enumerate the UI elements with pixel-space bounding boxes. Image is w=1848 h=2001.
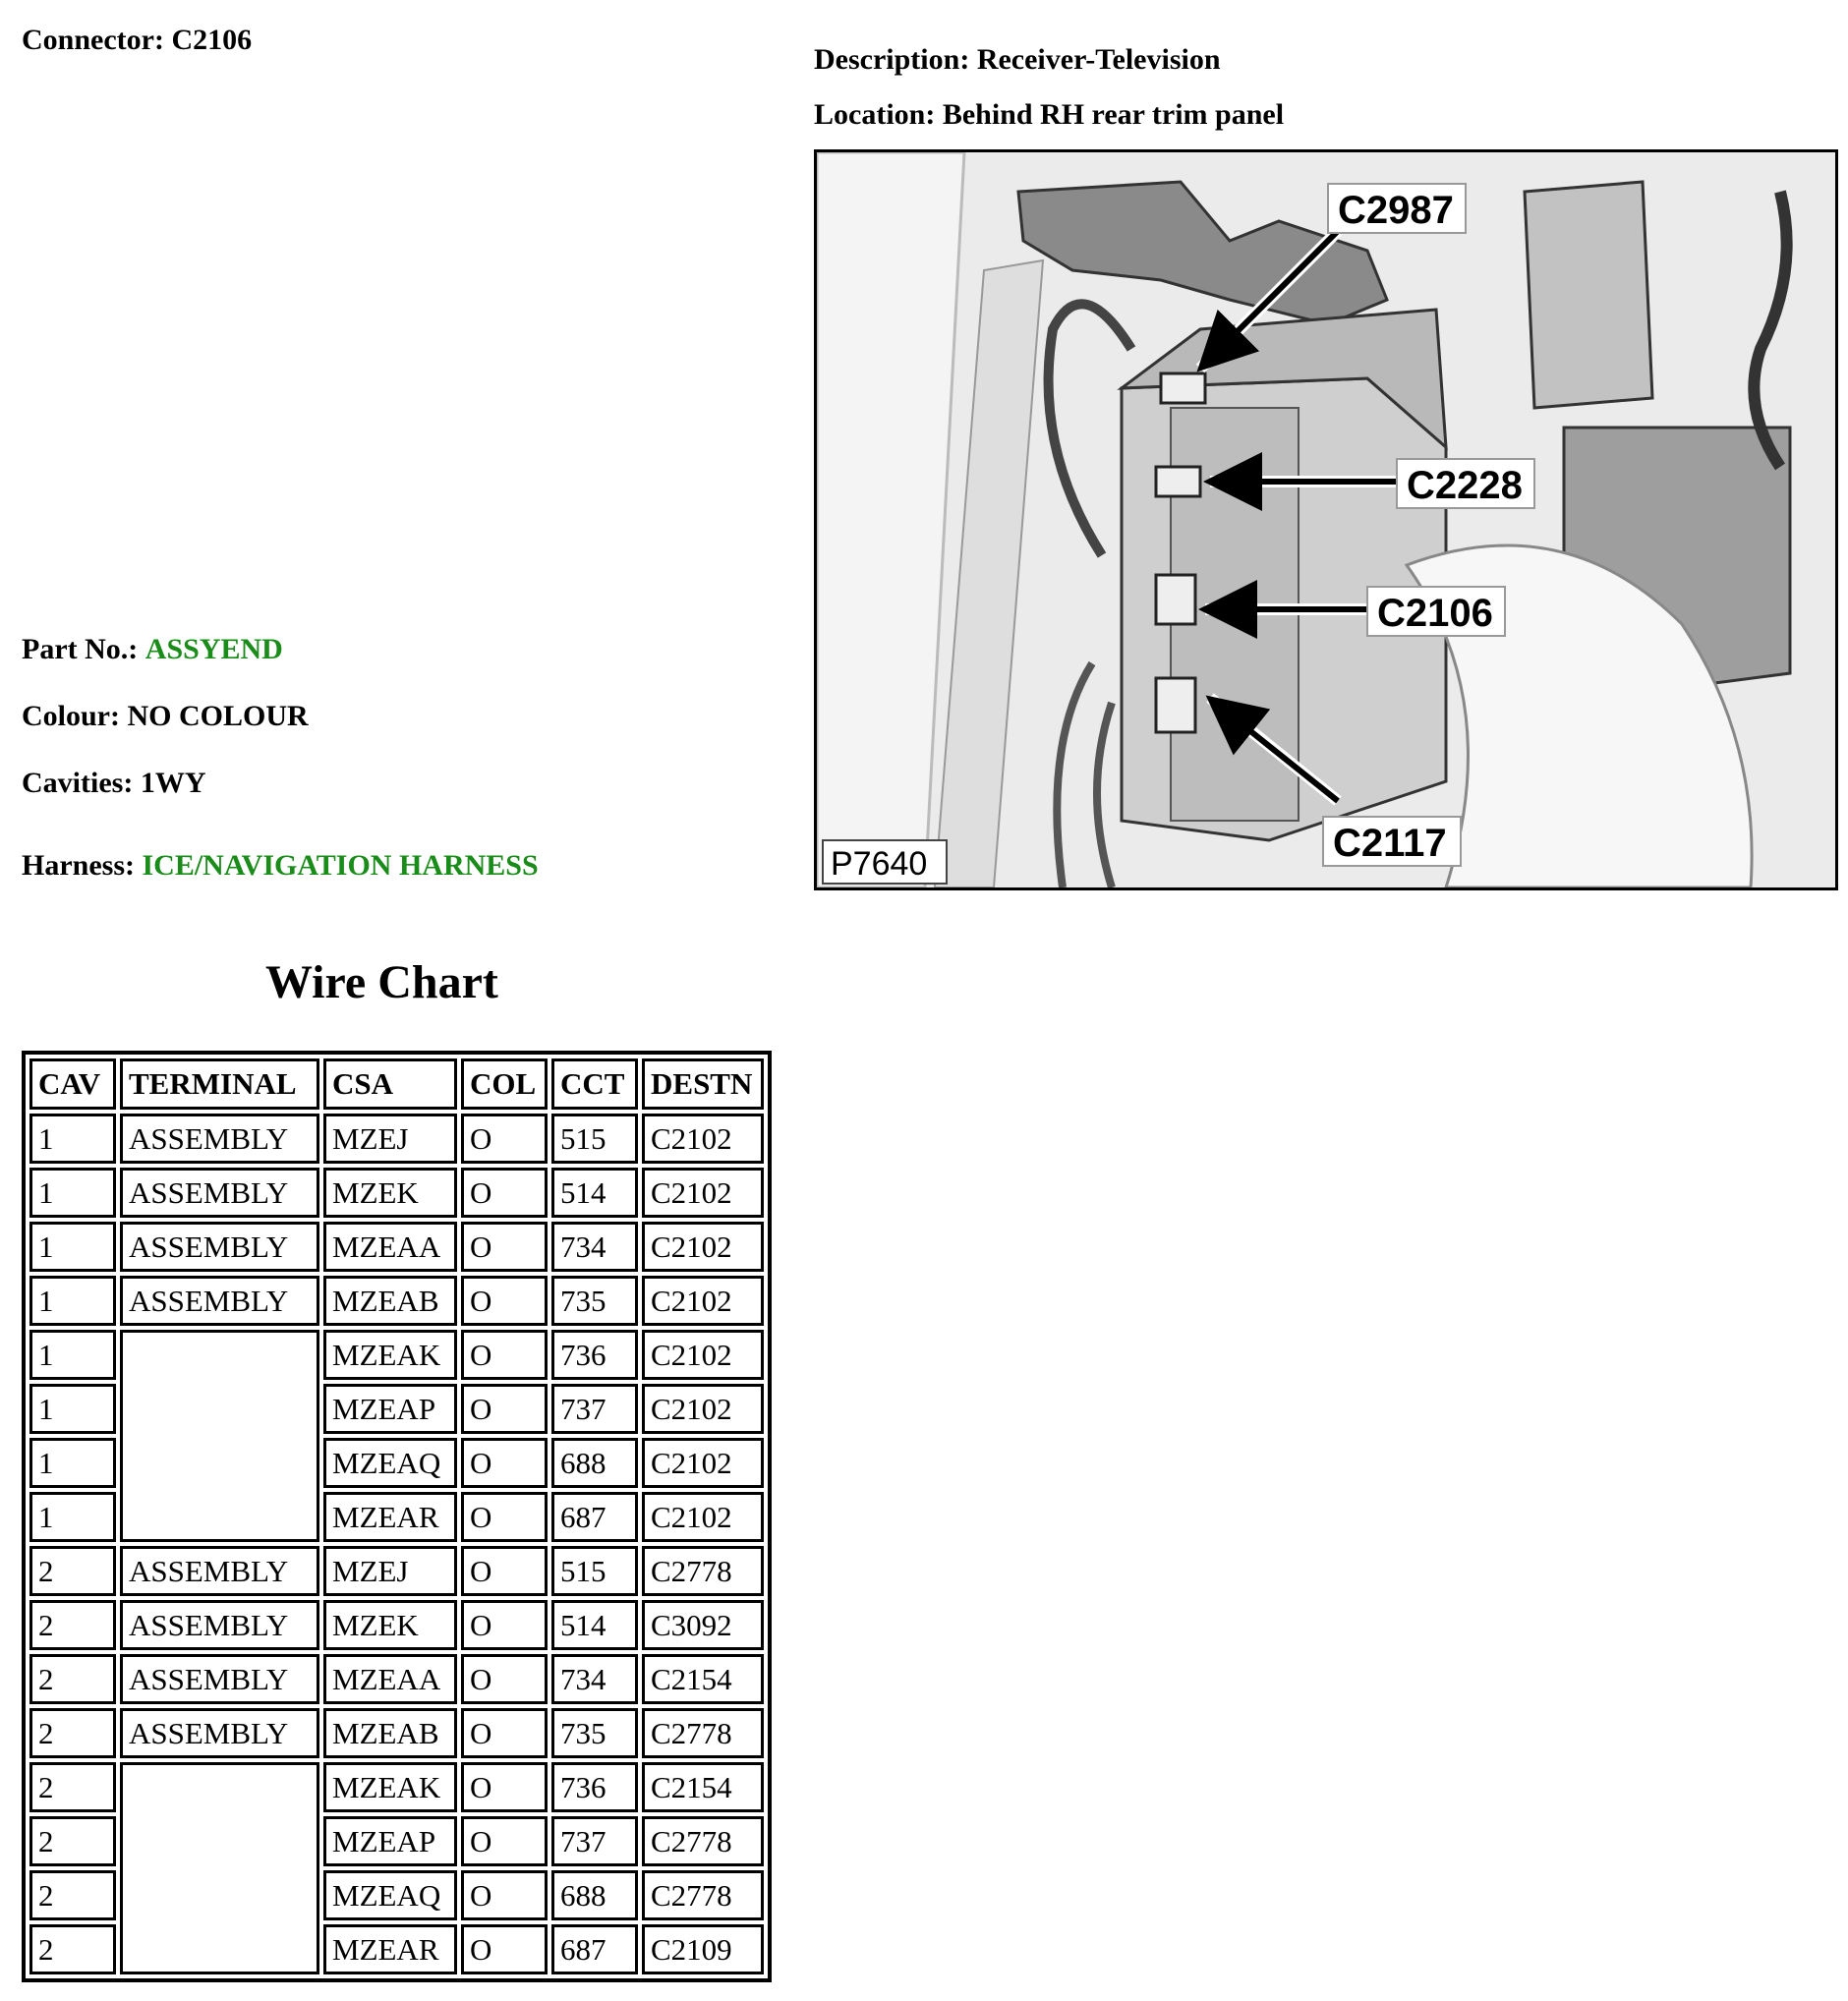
cell-cav: 2 bbox=[29, 1762, 116, 1812]
cell-cav: 1 bbox=[29, 1114, 116, 1164]
cell-csa: MZEJ bbox=[323, 1114, 457, 1164]
cell-cct: 514 bbox=[551, 1168, 638, 1218]
cell-destn: C2778 bbox=[642, 1870, 764, 1920]
connector-c2228 bbox=[1156, 467, 1200, 496]
cell-cav: 1 bbox=[29, 1276, 116, 1326]
cell-destn: C2102 bbox=[642, 1330, 764, 1380]
cell-cct: 734 bbox=[551, 1654, 638, 1704]
connector-label: Connector: bbox=[22, 24, 164, 56]
cell-cav: 1 bbox=[29, 1330, 116, 1380]
table-body bbox=[29, 1114, 764, 1974]
cell-col: O bbox=[461, 1708, 548, 1758]
cell-csa: MZEAA bbox=[323, 1654, 457, 1704]
cell-csa: MZEAP bbox=[323, 1816, 457, 1866]
table-row bbox=[29, 1708, 764, 1758]
cell-terminal: ASSEMBLY bbox=[120, 1654, 319, 1704]
cell-col: O bbox=[461, 1924, 548, 1974]
callout-c2106: C2106 bbox=[1377, 592, 1493, 635]
upper-module bbox=[1525, 182, 1652, 408]
cell-col: O bbox=[461, 1168, 548, 1218]
cell-cav: 1 bbox=[29, 1438, 116, 1488]
callout-c2228: C2228 bbox=[1407, 464, 1523, 507]
cell-cct: 735 bbox=[551, 1708, 638, 1758]
cell-destn: C2102 bbox=[642, 1276, 764, 1326]
colour-label: Colour: bbox=[22, 700, 120, 732]
colour-field bbox=[22, 700, 309, 733]
harness-field bbox=[22, 849, 539, 883]
cell-csa: MZEAQ bbox=[323, 1870, 457, 1920]
connector-c2106 bbox=[1156, 575, 1195, 624]
cell-col: O bbox=[461, 1600, 548, 1650]
part-no-label: Part No.: bbox=[22, 633, 139, 665]
cell-cav: 2 bbox=[29, 1546, 116, 1596]
table-row bbox=[29, 1600, 764, 1650]
cell-terminal-blank bbox=[120, 1330, 319, 1542]
header-destn: DESTN bbox=[642, 1058, 764, 1110]
cavities-field bbox=[22, 767, 205, 800]
cell-cav: 1 bbox=[29, 1384, 116, 1434]
cell-csa: MZEAK bbox=[323, 1330, 457, 1380]
cell-col: O bbox=[461, 1222, 548, 1272]
cell-cav: 2 bbox=[29, 1654, 116, 1704]
cell-cct: 687 bbox=[551, 1492, 638, 1542]
connector-c2117 bbox=[1156, 678, 1195, 732]
cell-destn: C2102 bbox=[642, 1222, 764, 1272]
cell-cct: 515 bbox=[551, 1546, 638, 1596]
connector-location-photo bbox=[814, 149, 1838, 890]
cell-col: O bbox=[461, 1816, 548, 1866]
cell-cct: 737 bbox=[551, 1816, 638, 1866]
cell-cav: 1 bbox=[29, 1168, 116, 1218]
cell-terminal-blank bbox=[120, 1762, 319, 1974]
cell-cct: 737 bbox=[551, 1384, 638, 1434]
cell-col: O bbox=[461, 1114, 548, 1164]
cavities-value: 1WY bbox=[140, 767, 206, 799]
cell-destn: C2102 bbox=[642, 1114, 764, 1164]
cell-destn: C2102 bbox=[642, 1492, 764, 1542]
cell-cct: 688 bbox=[551, 1438, 638, 1488]
cell-destn: C2102 bbox=[642, 1384, 764, 1434]
harness-value: ICE/NAVIGATION HARNESS bbox=[142, 849, 539, 882]
cell-csa: MZEJ bbox=[323, 1546, 457, 1596]
cell-cav: 1 bbox=[29, 1222, 116, 1272]
cell-cct: 688 bbox=[551, 1870, 638, 1920]
cavities-label: Cavities: bbox=[22, 767, 134, 799]
cell-destn: C2154 bbox=[642, 1762, 764, 1812]
cell-csa: MZEK bbox=[323, 1168, 457, 1218]
cell-cct: 514 bbox=[551, 1600, 638, 1650]
cell-col: O bbox=[461, 1438, 548, 1488]
cell-destn: C2102 bbox=[642, 1168, 764, 1218]
description-value: Receiver-Television bbox=[976, 43, 1221, 76]
photo-illustration bbox=[817, 152, 1835, 887]
table-row bbox=[29, 1168, 764, 1218]
cell-destn: C2154 bbox=[642, 1654, 764, 1704]
cell-terminal: ASSEMBLY bbox=[120, 1708, 319, 1758]
wire-chart-title: Wire Chart bbox=[265, 956, 498, 1008]
header-col: COL bbox=[461, 1058, 548, 1110]
callout-c2987: C2987 bbox=[1338, 189, 1454, 232]
cell-csa: MZEK bbox=[323, 1600, 457, 1650]
location-field bbox=[814, 98, 1284, 132]
cell-destn: C2778 bbox=[642, 1546, 764, 1596]
table-header-row bbox=[29, 1058, 764, 1110]
cell-destn: C2102 bbox=[642, 1438, 764, 1488]
connector-value: C2106 bbox=[171, 24, 253, 56]
cell-cav: 2 bbox=[29, 1870, 116, 1920]
table-row bbox=[29, 1222, 764, 1272]
description-label: Description: bbox=[814, 43, 970, 76]
cell-cav: 1 bbox=[29, 1492, 116, 1542]
table-row bbox=[29, 1654, 764, 1704]
table-row bbox=[29, 1762, 764, 1812]
cell-destn: C2778 bbox=[642, 1816, 764, 1866]
cell-destn: C2778 bbox=[642, 1708, 764, 1758]
connector-field bbox=[22, 24, 252, 57]
cell-csa: MZEAR bbox=[323, 1924, 457, 1974]
connector-c2987 bbox=[1161, 373, 1205, 403]
cell-terminal: ASSEMBLY bbox=[120, 1546, 319, 1596]
cell-csa: MZEAB bbox=[323, 1708, 457, 1758]
cell-csa: MZEAA bbox=[323, 1222, 457, 1272]
table-row bbox=[29, 1546, 764, 1596]
table-row bbox=[29, 1330, 764, 1380]
cell-cav: 2 bbox=[29, 1708, 116, 1758]
cell-destn: C3092 bbox=[642, 1600, 764, 1650]
cell-csa: MZEAP bbox=[323, 1384, 457, 1434]
cell-destn: C2109 bbox=[642, 1924, 764, 1974]
location-label: Location: bbox=[814, 98, 936, 131]
cell-csa: MZEAQ bbox=[323, 1438, 457, 1488]
cell-csa: MZEAK bbox=[323, 1762, 457, 1812]
wire-chart-table bbox=[22, 1051, 772, 1982]
cell-col: O bbox=[461, 1384, 548, 1434]
colour-value: NO COLOUR bbox=[127, 700, 309, 732]
cell-cct: 515 bbox=[551, 1114, 638, 1164]
cell-cct: 736 bbox=[551, 1762, 638, 1812]
table-row bbox=[29, 1114, 764, 1164]
cell-cct: 734 bbox=[551, 1222, 638, 1272]
part-no-value: ASSYEND bbox=[144, 633, 283, 665]
header-cct: CCT bbox=[551, 1058, 638, 1110]
cell-cav: 2 bbox=[29, 1924, 116, 1974]
callout-c2117: C2117 bbox=[1333, 822, 1447, 865]
cell-csa: MZEAB bbox=[323, 1276, 457, 1326]
cell-cct: 687 bbox=[551, 1924, 638, 1974]
table-row bbox=[29, 1276, 764, 1326]
harness-label: Harness: bbox=[22, 849, 135, 882]
cell-cav: 2 bbox=[29, 1816, 116, 1866]
header-terminal: TERMINAL bbox=[120, 1058, 319, 1110]
cell-cct: 735 bbox=[551, 1276, 638, 1326]
cell-terminal: ASSEMBLY bbox=[120, 1222, 319, 1272]
cell-col: O bbox=[461, 1330, 548, 1380]
cell-col: O bbox=[461, 1546, 548, 1596]
cell-col: O bbox=[461, 1276, 548, 1326]
cell-terminal: ASSEMBLY bbox=[120, 1168, 319, 1218]
cell-col: O bbox=[461, 1492, 548, 1542]
cell-col: O bbox=[461, 1870, 548, 1920]
header-cav: CAV bbox=[29, 1058, 116, 1110]
cell-col: O bbox=[461, 1762, 548, 1812]
cell-terminal: ASSEMBLY bbox=[120, 1114, 319, 1164]
description-field bbox=[814, 43, 1221, 77]
cell-terminal: ASSEMBLY bbox=[120, 1600, 319, 1650]
location-value: Behind RH rear trim panel bbox=[942, 98, 1285, 131]
cell-csa: MZEAR bbox=[323, 1492, 457, 1542]
cell-terminal: ASSEMBLY bbox=[120, 1276, 319, 1326]
cell-cav: 2 bbox=[29, 1600, 116, 1650]
header-csa: CSA bbox=[323, 1058, 457, 1110]
part-no-field bbox=[22, 633, 283, 666]
cell-col: O bbox=[461, 1654, 548, 1704]
figure-ref: P7640 bbox=[831, 845, 928, 883]
cell-cct: 736 bbox=[551, 1330, 638, 1380]
